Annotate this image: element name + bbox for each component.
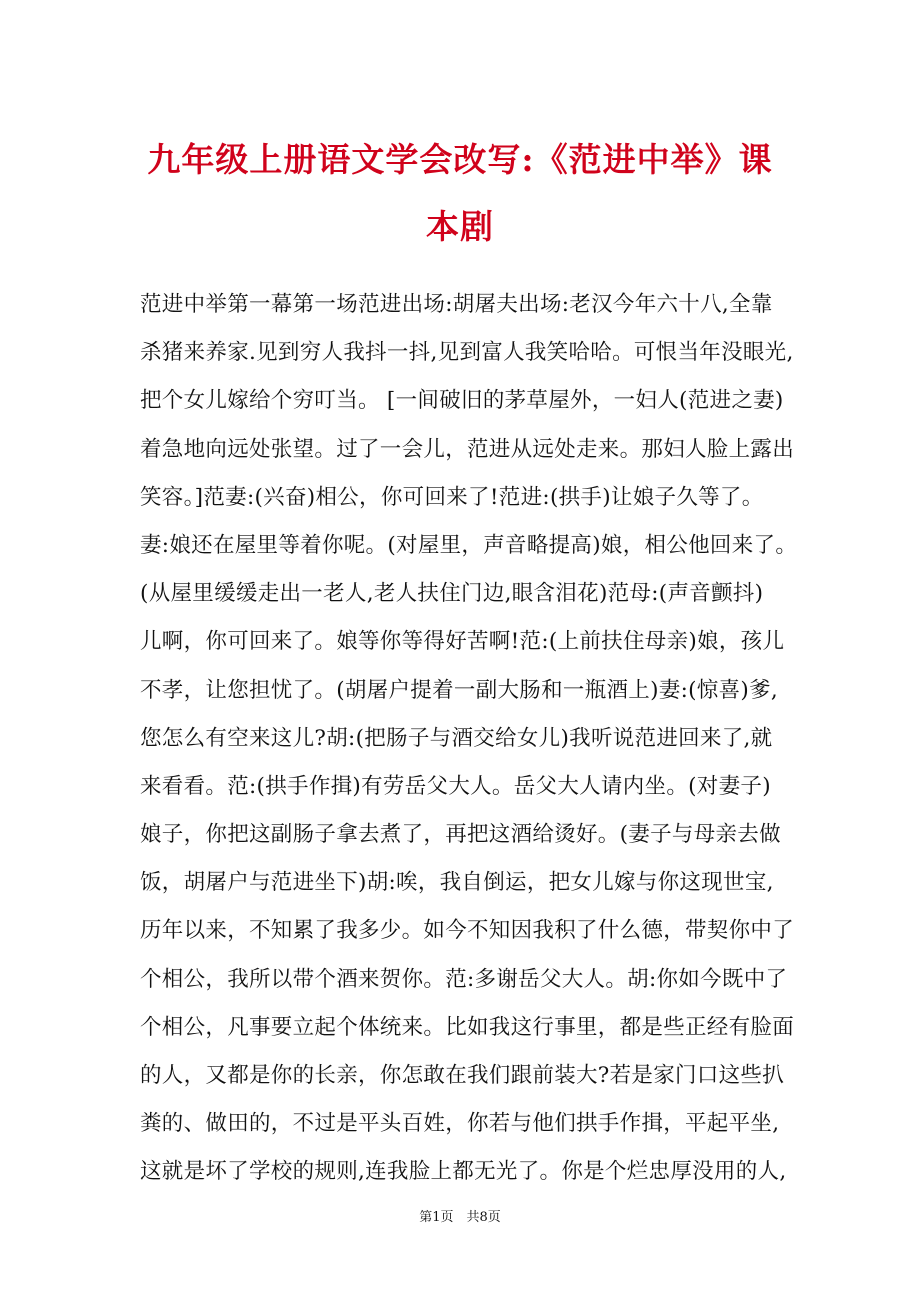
- body-text-line: (从屋里缓缓走出一老人,老人扶住门边,眼含泪花)范母:(声音颤抖): [140, 581, 764, 607]
- body-text-line: 范进中举第一幕第一场范进出场:胡屠夫出场:老汉今年六十八,全靠: [140, 292, 773, 317]
- body-text-line: 妻:娘还在屋里等着你呢。(对屋里，声音略提高)娘，相公他回来了。: [140, 532, 798, 558]
- body-text-line: 不孝，让您担忧了。(胡屠户提着一副大肠和一瓶酒上)妻:(惊喜)爹,: [140, 677, 779, 703]
- body-text-line: 着急地向远处张望。过了一会儿，范进从远处走来。那妇人脸上露出: [140, 436, 795, 462]
- body-text-line: 饭，胡屠户与范进坐下)胡:唉，我自倒运，把女儿嫁与你这现世宝,: [140, 870, 774, 896]
- body-text-line: 来看看。范:(拱手作揖)有劳岳父大人。岳父大人请内坐。(对妻子): [140, 773, 771, 799]
- document-body: [140, 291, 800, 1207]
- page-footer: 第1页 共8页: [419, 1210, 501, 1225]
- body-text-line: 把个女儿嫁给个穷叮当。 [一间破旧的茅草屋外，一妇人(范进之妻): [140, 388, 784, 414]
- body-text-line: 这就是坏了学校的规则,连我脸上都无光了。你是个烂忠厚没用的人,: [140, 1159, 787, 1185]
- document-title-line-2: 本剧: [426, 207, 494, 246]
- body-text-line: 娘子，你把这副肠子拿去煮了，再把这酒给烫好。(妻子与母亲去做: [140, 822, 781, 848]
- body-text-line: 您怎么有空来这儿?胡:(把肠子与酒交给女儿)我听说范进回来了,就: [140, 725, 773, 751]
- body-text-line: 笑容。]范妻:(兴奋)相公，你可回来了!范进:(拱手)让娘子久等了。: [140, 484, 764, 510]
- body-text-line: 杀猪来养家.见到穷人我抖一抖,见到富人我笑哈哈。可恨当年没眼光,: [140, 340, 794, 366]
- body-text-line: 个相公，凡事要立起个体统来。比如我这行事里，都是些正经有脸面: [140, 1014, 795, 1040]
- body-text-line: 儿啊，你可回来了。娘等你等得好苦啊!范:(上前扶住母亲)娘，孩儿: [140, 629, 785, 655]
- body-text-line: 个相公，我所以带个酒来贺你。范:多谢岳父大人。胡:你如今既中了: [140, 966, 788, 992]
- body-text-line: 的人，又都是你的长亲，你怎敢在我们跟前装大?若是家门口这些扒: [140, 1063, 785, 1088]
- document-title-line-1: 九年级上册语文学会改写:《范进中举》课: [147, 140, 773, 179]
- body-text-line: 粪的、做田的，不过是平头百姓，你若与他们拱手作揖，平起平坐,: [140, 1111, 780, 1137]
- body-text-line: 历年以来，不知累了我多少。如今不知因我积了什么德，带契你中了: [140, 918, 795, 944]
